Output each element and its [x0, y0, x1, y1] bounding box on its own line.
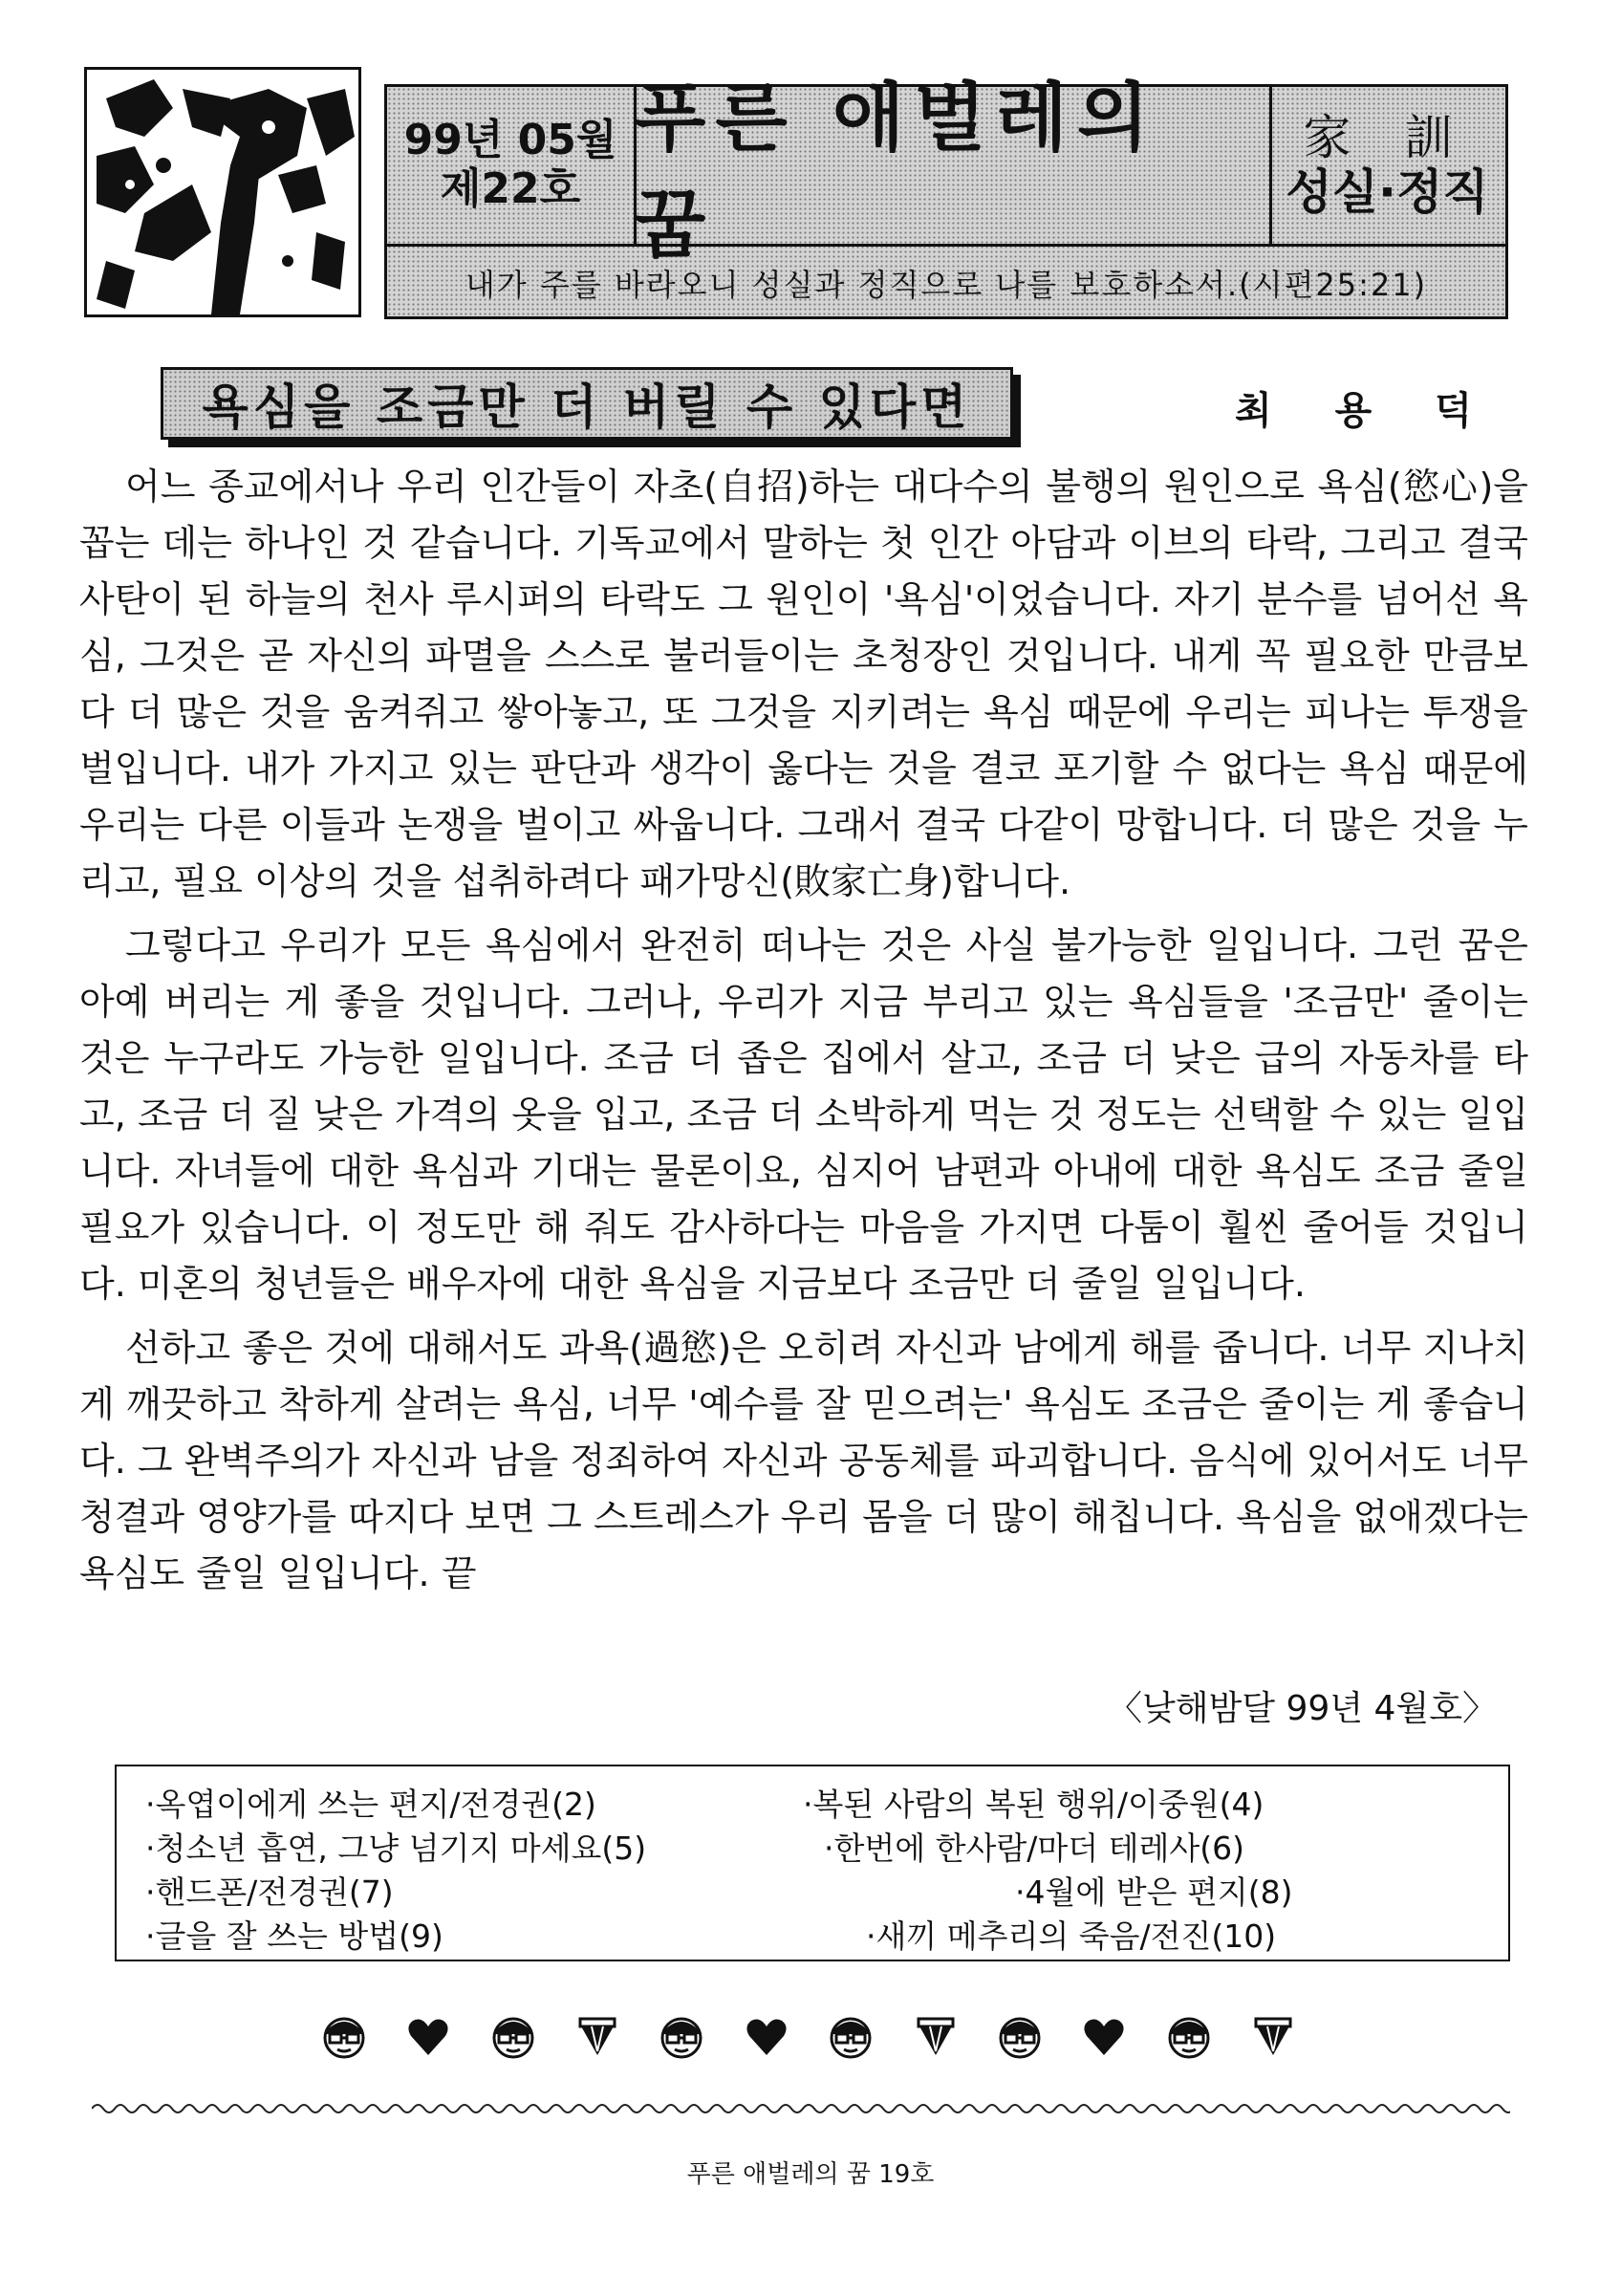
- article-source: 〈낮해밤달 99년 4월호〉: [1107, 1689, 1497, 1728]
- contents-item: ·복된 사람의 복된 행위/이중원(4): [803, 1786, 1264, 1823]
- article-paragraph: 선하고 좋은 것에 대해서도 과욕(過慾)은 오히려 자신과 남에게 해를 줍니다. 너무 지나치게 깨끗하고 착하게 살려는 욕심, 너무 '예수를 잘 믿으려는' 욕심도 조금은 줄이는 게 좋습니다. 그 완벽주의가 자신과 남을 정죄하여 자신과 공동체를 파괴합니다. 음식에 있어서도 너무 청결과 영양가를 따지다 보면 그 스트레스가 우리 몸을 더 많이 해칩니다. 욕심을 없애겠다는 욕심도 줄일 일입니다. 끝: [79, 1327, 1528, 1594]
- article-title: 욕심을 조금만 더 버릴 수 있다면: [202, 379, 972, 435]
- article-body: [79, 459, 1528, 1602]
- contents-item: ·한번에 한사람/마더 테레사(6): [824, 1830, 1244, 1867]
- diamond-icon: [913, 2013, 959, 2063]
- issue-info: [387, 87, 637, 244]
- issue-date: 99년 05월: [403, 116, 617, 165]
- heart-icon: [405, 2013, 451, 2063]
- heart-icon: [1081, 2013, 1127, 2063]
- motto-text: 성실·정직: [1286, 164, 1489, 220]
- newsletter-logo-image: [84, 67, 361, 317]
- publication-title: 푸른 애벌레의 꿈: [634, 76, 1159, 269]
- diamond-icon: [1250, 2013, 1296, 2063]
- motto-label: 家 訓: [1303, 109, 1472, 165]
- contents-box: [115, 1765, 1510, 1961]
- face-icon: [490, 2013, 536, 2063]
- contents-item: ·4월에 받은 편지(8): [1015, 1874, 1293, 1911]
- contents-item: ·새끼 메추리의 죽음/전진(10): [866, 1917, 1277, 1955]
- contents-item: ·청소년 흡연, 그냥 넘기지 마세요(5): [145, 1830, 647, 1867]
- article-paragraph: 어느 종교에서나 우리 인간들이 자초(自招)하는 대다수의 불행의 원인으로 욕심(慾心)을 꼽는 데는 하나인 것 같습니다. 기독교에서 말하는 첫 인간 아담과 이브의 타락, 그리고 결국 사탄이 된 하늘의 천사 루시퍼의 타락도 그 원인이 '욕심'이었습니다. 자기 분수를 넘어선 욕심, 그것은 곧 자신의 파멸을 스스로 불러들이는 초청장인 것입니다. 내게 꼭 필요한 만큼보다 더 많은 것을 움켜쥐고 쌓아놓고, 또 그것을 지키려는 욕심 때문에 우리는 피나는 투쟁을 벌입니다. 내가 가지고 있는 판단과 생각이 옳다는 것을 결코 포기할 수 없다는 욕심 때문에 우리는 다른 이들과 논쟁을 벌이고 싸웁니다. 그래서 결국 다같이 망합니다. 더 많은 것을 누리고, 필요 이상의 것을 섭취하려다 패가망신(敗家亡身)합니다.: [79, 466, 1528, 902]
- family-motto: [1269, 87, 1505, 244]
- publication-title-cell: [634, 76, 1272, 269]
- contents-item: ·핸드폰/전경권(7): [145, 1874, 394, 1911]
- diamond-icon: [574, 2013, 620, 2063]
- face-icon: [997, 2013, 1043, 2063]
- heart-icon: [744, 2013, 789, 2063]
- bible-verse-row: [387, 244, 1505, 319]
- face-icon: [828, 2013, 874, 2063]
- article-author: 최 용 덕: [1235, 389, 1497, 433]
- tree-illustration-icon: [87, 70, 358, 314]
- masthead: [384, 76, 1508, 319]
- contents-item: ·옥엽이에게 쓰는 편지/전경권(2): [145, 1786, 596, 1823]
- bible-verse: 내가 주를 바라오니 성실과 정직으로 나를 보호하소서.(시편25:21): [465, 267, 1428, 303]
- wavy-divider: [92, 2097, 1510, 2120]
- face-icon: [659, 2013, 704, 2063]
- ornament-row: [321, 2013, 1296, 2063]
- article-title-box: [161, 367, 1013, 440]
- contents-item: ·글을 잘 쓰는 방법(9): [145, 1917, 443, 1955]
- article-paragraph: 그렇다고 우리가 모든 욕심에서 완전히 떠나는 것은 사실 불가능한 일입니다. 그런 꿈은 아예 버리는 게 좋을 것입니다. 그러나, 우리가 지금 부리고 있는 욕심들을 '조금만' 줄이는 것은 누구라도 가능한 일입니다. 조금 더 좁은 집에서 살고, 조금 더 낮은 급의 자동차를 타고, 조금 더 질 낮은 가격의 옷을 입고, 조금 더 소박하게 먹는 것 정도는 선택할 수 있는 일입니다. 자녀들에 대한 욕심과 기대는 물론이요, 심지어 남편과 아내에 대한 욕심도 조금 줄일 필요가 있습니다. 이 정도만 해 줘도 감사하다는 마음을 가지면 다툼이 훨씬 줄어들 것입니다. 미혼의 청년들은 배우자에 대한 욕심을 지금보다 조금만 더 줄일 일입니다.: [79, 924, 1528, 1305]
- issue-number: 제22호: [440, 164, 581, 213]
- face-icon: [321, 2013, 367, 2063]
- page-footer: 푸른 애벌레의 꿈 19호: [686, 2160, 935, 2189]
- face-icon: [1166, 2013, 1212, 2063]
